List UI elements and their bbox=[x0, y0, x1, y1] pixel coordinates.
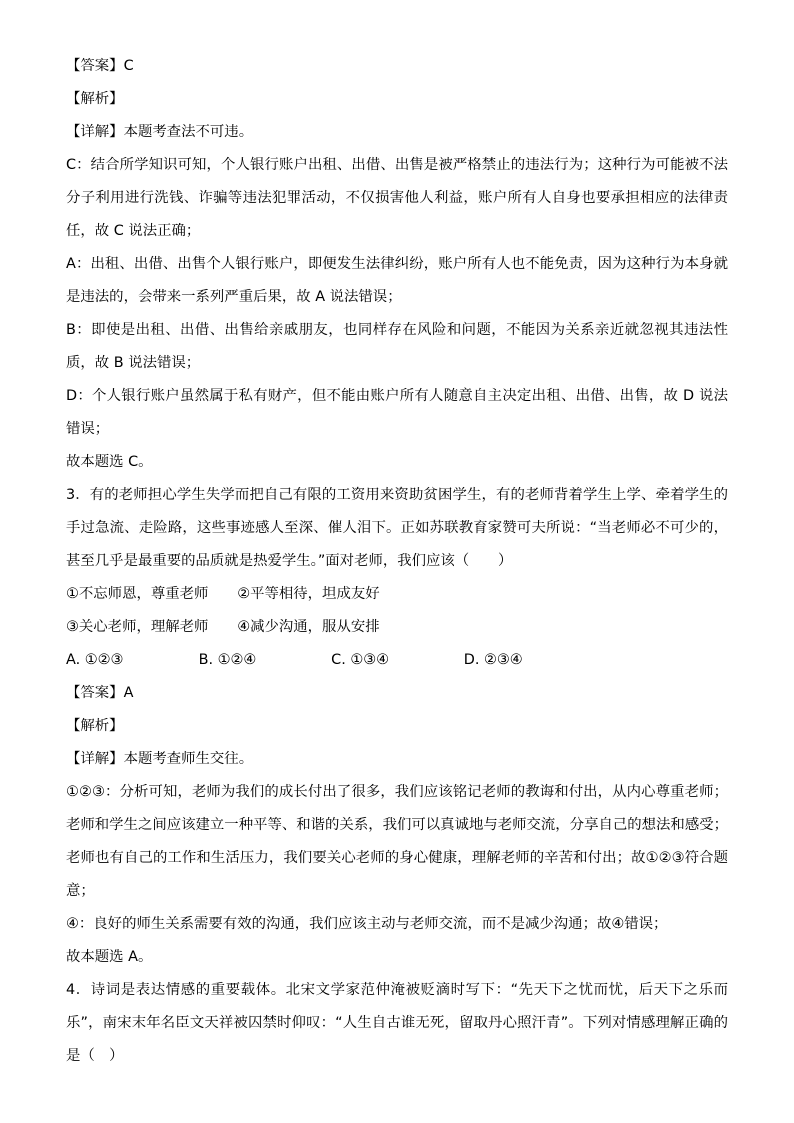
q3-question-stem: 3．有的老师担心学生失学而把自己有限的工资用来资助贫困学生，有的老师背着学生上学、牵着学生的手过急流、走险路，这些事迹感人至深、催人泪下。正如苏联教育家赞可夫所说：“当老师必不可少的，甚至几乎是最重要的品质就是热爱学生。”面对老师，我们应该（ ） bbox=[66, 487, 728, 569]
q3-point-4: ④：良好的师生关系需要有效的沟通，我们应该主动与老师交流，而不是减少沟通；故④错误； bbox=[66, 916, 668, 932]
q3-conclusion-line: 故本题选 A。 bbox=[66, 949, 153, 965]
q3-items-row-2: ③关心老师，理解老师 ④减少沟通，服从安排 bbox=[66, 619, 380, 635]
q3-analysis-label: 【解析】 bbox=[66, 718, 124, 734]
q2-point-d: D：个人银行账户虽然属于私有财产，但不能由账户所有人随意自主决定出租、出借、出售，故 D 说法错误； bbox=[66, 388, 728, 437]
q2-point-c: C：结合所学知识可知，个人银行账户出租、出借、出售是被严格禁止的违法行为；这种行为可能被不法分子利用进行洗钱、诈骗等违法犯罪活动，不仅损害他人利益，账户所有人自身也要承担相应的法律责任，故 C 说法正确； bbox=[66, 157, 728, 239]
q3-option-c: C. ①③④ bbox=[331, 652, 390, 668]
q3-option-b: B. ①②④ bbox=[198, 652, 257, 668]
q2-point-b: B：即使是出租、出借、出售给亲戚朋友，也同样存在风险和问题，不能因为关系亲近就忽视其违法性质，故 B 说法错误； bbox=[66, 322, 728, 371]
q3-point-123: ①②③：分析可知，老师为我们的成长付出了很多，我们应该铭记老师的教诲和付出，从内心尊重老师；老师和学生之间应该建立一种平等、和谐的关系，我们可以真诚地与老师交流，分享自己的想法和感受；老师也有自己的工作和生活压力，我们要关心老师的身心健康，理解老师的辛苦和付出；故①②③符合题意； bbox=[66, 784, 728, 899]
q2-answer-line: 【答案】C bbox=[66, 58, 134, 74]
q3-items-row-1: ①不忘师恩，尊重老师 ②平等相待，坦成友好 bbox=[66, 586, 380, 602]
q3-option-d: D. ②③④ bbox=[463, 652, 523, 668]
q3-option-a: A. ①②③ bbox=[66, 652, 124, 668]
q4-question-stem: 4．诗词是表达情感的重要载体。北宋文学家范仲淹被贬滴时写下：“先天下之忧而忧，后天下之乐而乐”，南宋末年名臣文天祥被囚禁时仰叹：“人生自古谁无死，留取丹心照汗青”。下列对情感理解正确的是（ ） bbox=[66, 982, 728, 1064]
document-content bbox=[66, 50, 728, 1073]
q2-analysis-label: 【解析】 bbox=[66, 91, 124, 107]
q2-detail-line: 【详解】本题考查法不可违。 bbox=[66, 124, 254, 140]
q2-conclusion-line: 故本题选 C。 bbox=[66, 454, 153, 470]
q3-answer-line: 【答案】A bbox=[66, 685, 134, 701]
q3-detail-line: 【详解】本题考查师生交往。 bbox=[66, 751, 254, 767]
q2-point-a: A：出租、出借、出售个人银行账户，即便发生法律纠纷，账户所有人也不能免责，因为这种行为本身就是违法的，会带来一系列严重后果，故 A 说法错误； bbox=[66, 256, 728, 305]
q3-options-row bbox=[66, 644, 728, 677]
